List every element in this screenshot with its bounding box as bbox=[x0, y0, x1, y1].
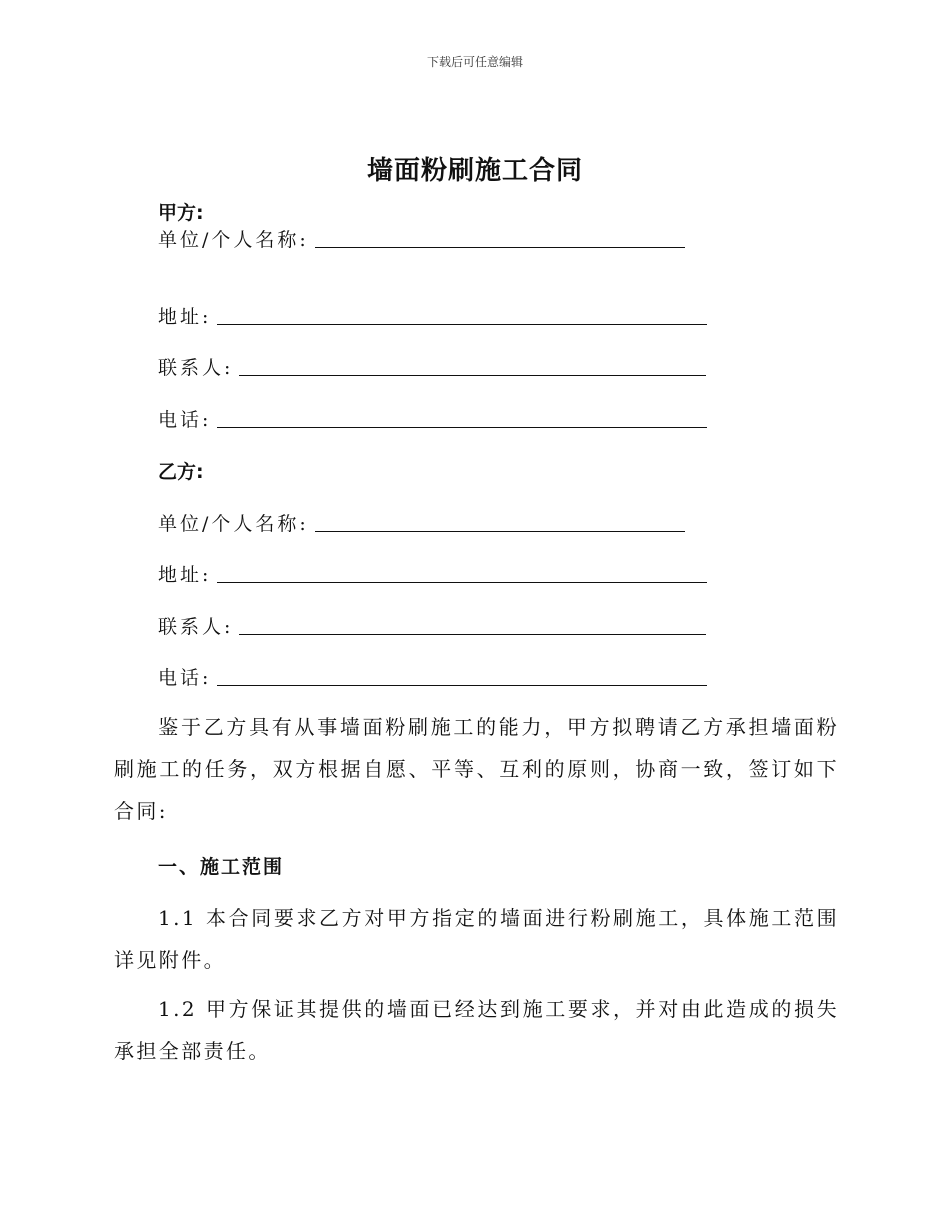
party-a-heading: 甲方: bbox=[158, 202, 204, 224]
party-b-name-field[interactable] bbox=[158, 506, 685, 536]
intro-paragraph bbox=[114, 706, 839, 832]
party-b-contact-field[interactable] bbox=[158, 609, 706, 639]
fill-in-line[interactable] bbox=[217, 426, 707, 428]
fill-in-line[interactable] bbox=[315, 246, 685, 248]
field-label: 联系人: bbox=[158, 616, 234, 638]
party-b-heading: 乙方: bbox=[158, 461, 204, 483]
page-header-note: 下载后可任意编辑 bbox=[426, 55, 523, 69]
section-1-heading: 一、施工范围 bbox=[158, 856, 285, 878]
field-label: 联系人: bbox=[158, 357, 234, 379]
fill-in-line[interactable] bbox=[217, 581, 707, 583]
field-label: 地址: bbox=[158, 306, 212, 328]
field-label: 单位/个人名称: bbox=[158, 229, 309, 251]
clause-text: 1.1 本合同要求乙方对甲方指定的墙面进行粉刷施工，具体施工范围详见附件。 bbox=[114, 906, 839, 972]
clause-text: 1.2 甲方保证其提供的墙面已经达到施工要求，并对由此造成的损失承担全部责任。 bbox=[114, 997, 839, 1063]
fill-in-line[interactable] bbox=[239, 374, 706, 376]
party-b-phone-field[interactable] bbox=[158, 660, 707, 690]
field-label: 地址: bbox=[158, 564, 212, 586]
fill-in-line[interactable] bbox=[315, 530, 685, 532]
clause-1-1 bbox=[114, 897, 839, 981]
party-a-address-field[interactable] bbox=[158, 299, 707, 329]
fill-in-line[interactable] bbox=[217, 323, 707, 325]
intro-text: 鉴于乙方具有从事墙面粉刷施工的能力，甲方拟聘请乙方承担墙面粉刷施工的任务，双方根据自愿、平等、互利的原则，协商一致，签订如下合同: bbox=[114, 715, 839, 823]
clause-1-2 bbox=[114, 988, 839, 1072]
field-label: 电话: bbox=[158, 409, 212, 431]
party-a-contact-field[interactable] bbox=[158, 350, 706, 380]
fill-in-line[interactable] bbox=[239, 633, 706, 635]
field-label: 单位/个人名称: bbox=[158, 513, 309, 535]
field-label: 电话: bbox=[158, 667, 212, 689]
party-a-phone-field[interactable] bbox=[158, 402, 707, 432]
document-title: 墙面粉刷施工合同 bbox=[366, 156, 583, 186]
party-a-name-field[interactable] bbox=[158, 222, 685, 252]
party-b-address-field[interactable] bbox=[158, 557, 707, 587]
fill-in-line[interactable] bbox=[217, 684, 707, 686]
